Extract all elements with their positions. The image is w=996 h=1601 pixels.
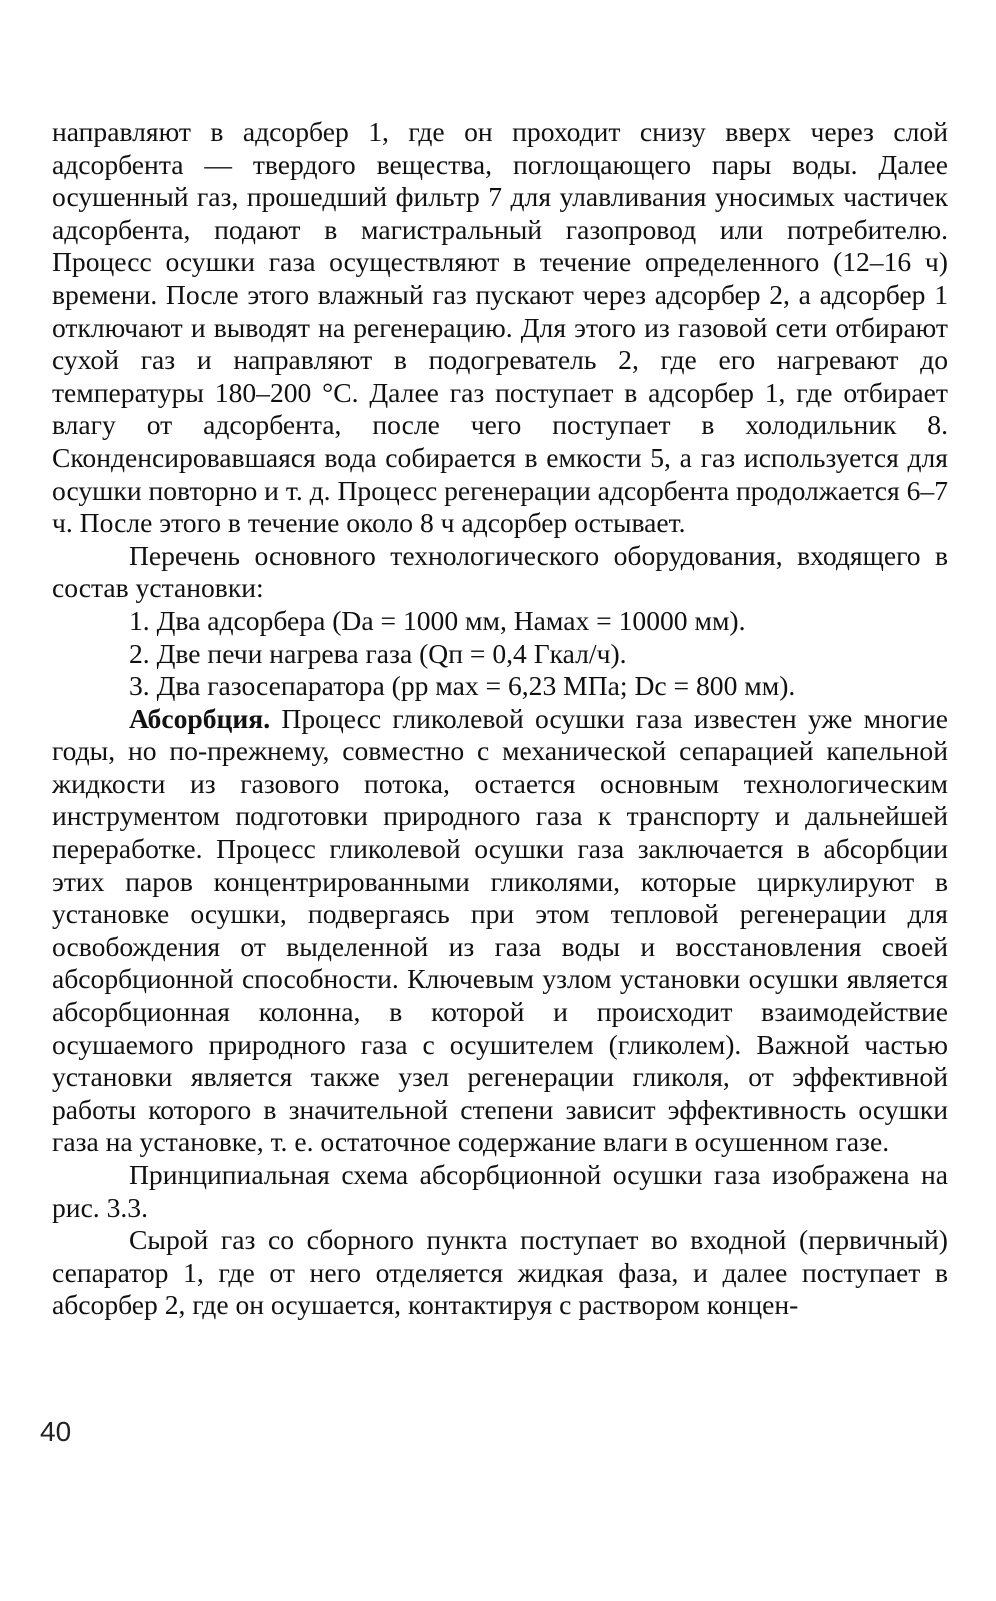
list-item: 2. Две печи нагрева газа (Qп = 0,4 Гкал/ч). [129,637,627,669]
paragraph-raw-gas: Сырой газ со сборного пункта поступает во входной (первичный) сепаратор 1, где от него отделяется жидкая фаза, и далее поступает в абсорбер 2, где он осушается, контактируя с раствором концен- [52,1224,948,1321]
page-number: 40 [40,1416,72,1447]
list-item: 1. Два адсорбера (Dа = 1000 мм, Hамах = 10000 мм). [129,604,746,636]
absorption-heading: Абсорбция. [129,702,271,734]
paragraph-adsorption-process: направляют в адсорбер 1, где он проходит снизу вверх через слой адсорбента — твердого вещества, поглощающего пары воды. Далее осушенный газ, прошедший фильтр 7 для улавливания уносимых частичек адсорбента, подают в магистральный газопровод или потребителю. Процесс осушки газа осуществляют в течение определенного (12–16 ч) времени. После этого влажный газ пускают через адсорбер 2, а адсорбер 1 отключают и выводят на регенерацию. Для этого из газовой сети отбирают сухой газ и направляют в подогреватель 2, где его нагревают до температуры 180–200 °С. Далее газ поступает в адсорбер 1, где отбирает влагу от адсорбента, после чего поступает в холодильник 8. Сконденсировавшаяся вода собирается в емкости 5, а газ используется для осушки повторно и т. д. Процесс регенерации адсорбента продолжается 6–7 ч. После этого в течение около 8 ч адсорбер остывает. [52,116,948,539]
list-item: 3. Два газосепаратора (pр мах = 6,23 МПа; Dс = 800 мм). [129,670,796,702]
absorption-text: Процесс гликолевой осушки газа известен уже многие годы, но по-прежнему, совместно с механической сепарацией капельной жидкости из газового потока, остается основным технологическим инструментом подготовки природного газа к транспорту и дальнейшей переработке. Процесс гликолевой осушки газа заключается в абсорбции этих паров концентрированными гликолями, которые циркулируют в установке осушки, подвергаясь при этом тепловой регенерации для освобождения от выделенной из газа воды и восстановления своей абсорбционной способности. Ключевым узлом установки осушки является абсорбционная колонна, в которой и происходит взаимодействие осушаемого природного газа с осушителем (гликолем). Важной частью установки является также узел регенерации гликоля, от эффективной работы которого в значительной степени зависит эффективность осушки газа на установке, т. е. остаточное содержание влаги в осушенном газе. [52,702,948,1158]
page-body [52,116,948,1322]
paragraph-absorption [52,703,948,1159]
equipment-list [52,605,948,703]
paragraph-scheme-reference: Принципиальная схема абсорбционной осушки газа изображена на рис. 3.3. [52,1159,948,1223]
paragraph-equipment-intro: Перечень основного технологического оборудования, входящего в состав установки: [52,539,948,604]
